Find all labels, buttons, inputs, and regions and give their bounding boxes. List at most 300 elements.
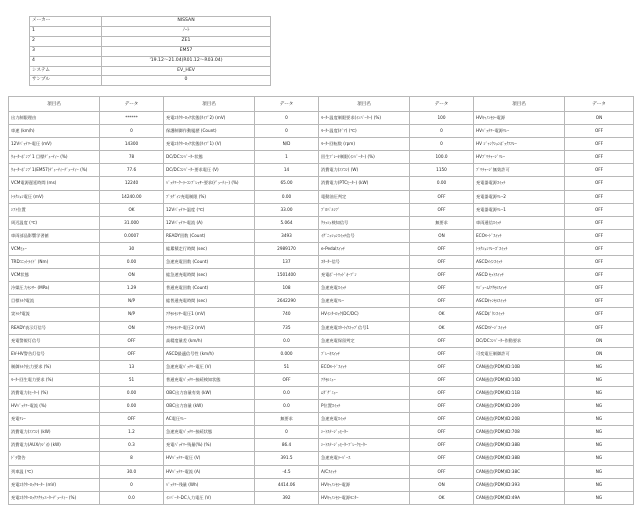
vehicle-info-value: EV_HEV — [102, 66, 271, 76]
item-name-cell: 12Vﾊﾞｯﾃﾘｰ温度 (℃) — [164, 203, 255, 216]
item-value-cell: OFF — [565, 256, 634, 269]
item-name-cell: 車両通信ｽｲｯﾁ — [474, 216, 565, 229]
item-name-cell: 目標ﾄﾙｸ電流 — [9, 295, 100, 308]
item-name-cell: ﾓｰﾀｰ温度(ｷﾞｱ) (℃) — [319, 125, 410, 138]
table-row — [9, 347, 634, 360]
table-row — [9, 465, 634, 478]
item-value-cell: 無要求 — [255, 413, 319, 426]
table-row — [9, 164, 634, 177]
item-value-cell: OFF — [410, 190, 474, 203]
table-row — [9, 216, 634, 229]
item-name-cell: ｱｸｾﾙｾﾝｻｰ電圧1 (mV) — [164, 308, 255, 321]
item-name-cell: CAN通信(PDM)ID:20B — [474, 413, 565, 426]
item-value-cell: OK — [410, 321, 474, 334]
item-name-cell: ﾑﾀﾞｸﾞﾐｭｰ — [319, 386, 410, 399]
table-row — [9, 321, 634, 334]
table-row — [9, 242, 634, 255]
item-value-cell: 77.6 — [100, 164, 164, 177]
item-value-cell: OFF — [100, 334, 164, 347]
item-value-cell: OK — [410, 308, 474, 321]
item-value-cell: OFF — [565, 190, 634, 203]
item-name-cell: 消費電力(ﾋｰﾀｰ) (%) — [9, 386, 100, 399]
vehicle-info-row — [30, 56, 271, 66]
column-header-data: データ — [255, 97, 319, 112]
item-value-cell: OFF — [565, 269, 634, 282]
item-name-cell: ｱｸｾﾙﾐｭｰ — [319, 373, 410, 386]
item-name-cell: CAN通信(PDM)ID:10D — [474, 373, 565, 386]
item-name-cell: ｼﾌﾄ位置 — [9, 203, 100, 216]
item-name-cell: 充電器電源ｽｲｯﾁ — [474, 177, 565, 190]
vehicle-info-row — [30, 46, 271, 56]
item-name-cell: CAN通信(PDM)ID:38C — [474, 465, 565, 478]
item-value-cell: 0.3 — [100, 439, 164, 452]
item-value-cell: 0.00 — [410, 177, 474, 190]
item-value-cell: OFF — [565, 125, 634, 138]
item-name-cell: DC/DCｺﾝﾊﾞｰﾀｰ状態 — [164, 151, 255, 164]
table-row — [9, 295, 634, 308]
item-value-cell: 33.00 — [255, 203, 319, 216]
item-value-cell: 51 — [100, 373, 164, 386]
table-row — [9, 400, 634, 413]
item-name-cell: 12Vﾊﾞｯﾃﾘｰ電流 (A) — [164, 216, 255, 229]
item-value-cell: 108 — [255, 282, 319, 295]
column-header-data: データ — [410, 97, 474, 112]
table-row — [9, 138, 634, 151]
item-value-cell: OFF — [565, 321, 634, 334]
vehicle-info-row — [30, 26, 271, 36]
vehicle-info-value: ZE1 — [102, 36, 271, 46]
item-name-cell: 充電ﾘﾚｰ — [9, 413, 100, 426]
item-value-cell: N/D — [255, 138, 319, 151]
item-value-cell: 0.0 — [255, 400, 319, 413]
item-name-cell: 急速充電回数 (Count) — [164, 256, 255, 269]
item-value-cell: 8 — [100, 452, 164, 465]
table-row — [9, 439, 634, 452]
item-name-cell: ｲﾝﾊﾞｰﾀｰDC入力電圧 (V) — [164, 491, 255, 504]
item-name-cell: TRDﾕﾆｯﾄﾗｲﾄﾞ (Nm) — [9, 256, 100, 269]
item-name-cell: ｲｸﾞﾆｯｼｮﾝｽｲｯﾁ信号 — [319, 229, 410, 242]
item-name-cell: ﾄﾗｸｼｮﾝﾘﾚｰｽﾞｽｲｯﾁ — [474, 242, 565, 255]
item-value-cell: 735 — [255, 321, 319, 334]
item-value-cell: OFF — [565, 177, 634, 190]
item-value-cell: 0 — [255, 426, 319, 439]
item-value-cell: 0.00 — [100, 386, 164, 399]
item-value-cell: -4.5 — [255, 465, 319, 478]
item-name-cell: 急速充電ｽﾀｰﾄ/ｽﾄｯﾌﾟ信号1 — [319, 321, 410, 334]
item-value-cell: 13 — [100, 360, 164, 373]
item-name-cell: 急速充電ﾊﾞｯﾃﾘｰ接続状態 — [164, 426, 255, 439]
item-name-cell: HVﾊﾞｯﾃﾘｰ電流 (A) — [164, 465, 255, 478]
vehicle-info-row — [30, 36, 271, 46]
item-name-cell: 高精度量差 (km/h) — [164, 334, 255, 347]
item-name-cell: CAN通信(PDM)ID:38B — [474, 439, 565, 452]
item-name-cell: 消費電力(ｴｱｺﾝ) (kW) — [9, 426, 100, 439]
table-row — [9, 426, 634, 439]
table-row — [9, 177, 634, 190]
item-name-cell: ﾓｰﾀｰ回生電力要求 (%) — [9, 373, 100, 386]
item-value-cell: 0.0 — [255, 334, 319, 347]
item-value-cell: OFF — [410, 360, 474, 373]
item-value-cell: OFF — [410, 334, 474, 347]
item-value-cell: OFF — [410, 413, 474, 426]
item-name-cell: HVﾌﾟﾘﾁｬｰｼﾞﾘﾚｰ — [474, 151, 565, 164]
item-value-cell: OFF — [565, 164, 634, 177]
table-row — [9, 386, 634, 399]
item-value-cell: OFF — [565, 216, 634, 229]
item-name-cell: ﾊﾞｯﾃﾘｰｸｰﾗｰｺﾝﾌﾟﾚｯｻｰ要求(ﾃﾞｭｰﾃｨｰ) (%) — [164, 177, 255, 190]
item-name-cell: 保護制御作動履歴 (Count) — [164, 125, 255, 138]
item-name-cell: AC電圧ﾘﾚｰ — [164, 413, 255, 426]
item-value-cell: 0.0 — [100, 491, 164, 504]
column-header-item-name: 項目名 — [9, 97, 100, 112]
item-name-cell: ASCDﾒｲﾝｽｲｯﾁ — [474, 256, 565, 269]
item-value-cell: 137 — [255, 256, 319, 269]
item-name-cell: 普通充電回数 (Count) — [164, 282, 255, 295]
item-name-cell: 充電ﾎﾟｰﾄﾘｯﾄﾞｵｰﾌﾟﾝ — [319, 269, 410, 282]
item-value-cell: 0 — [255, 112, 319, 125]
item-name-cell: VCM電源遅延時間 (ms) — [9, 177, 100, 190]
item-value-cell: N/P — [100, 295, 164, 308]
item-name-cell: 総普通充電時間 (sec) — [164, 295, 255, 308]
item-value-cell: NG — [565, 478, 634, 491]
vehicle-info-value: NISSAN — [102, 17, 271, 27]
item-name-cell: e-Pedalｽｲｯﾁ — [319, 242, 410, 255]
table-row — [9, 491, 634, 504]
item-value-cell: OFF — [410, 439, 474, 452]
table-row — [9, 452, 634, 465]
item-name-cell: 充電ｺﾈｸﾀｰﾛｯｸｱｸﾁｭｴｰﾀｰﾃﾞｭｰﾃｨｰ (%) — [9, 491, 100, 504]
item-name-cell: ﾄﾞﾗ警告 — [9, 452, 100, 465]
item-value-cell: 1501400 — [255, 269, 319, 282]
item-name-cell: CAN通信(PDM)ID:393 — [474, 478, 565, 491]
vehicle-info-key: 2 — [30, 36, 102, 46]
item-value-cell: 100.0 — [410, 151, 474, 164]
item-value-cell: 391.5 — [255, 452, 319, 465]
item-value-cell: 0.00 — [100, 256, 164, 269]
item-name-cell: 急速充電保留判定 — [319, 334, 410, 347]
item-name-cell: 充電ｺﾈｸﾀｰﾛｯｸﾓｰﾀｰ (mV) — [9, 478, 100, 491]
item-value-cell: ON — [410, 478, 474, 491]
item-name-cell: ﾌﾟﾛﾊﾟﾙｼﾌﾞ — [319, 203, 410, 216]
item-name-cell: ﾊﾞｯﾃﾘｰ残量 (Wh) — [164, 478, 255, 491]
item-value-cell: 100 — [410, 112, 474, 125]
item-name-cell: HVﾊﾞｯﾃﾘｰ電流 (%) — [9, 400, 100, 413]
item-value-cell: 0.0 — [255, 386, 319, 399]
vehicle-info-value: EM57 — [102, 46, 271, 56]
item-value-cell: OFF — [100, 347, 164, 360]
item-value-cell: OFF — [565, 229, 634, 242]
item-value-cell: 86.4 — [255, 439, 319, 452]
item-value-cell: ON — [565, 347, 634, 360]
item-value-cell: 4414.06 — [255, 478, 319, 491]
item-value-cell: 14240.00 — [100, 190, 164, 203]
item-name-cell: 制御ﾄﾙｸ出力要求 (%) — [9, 360, 100, 373]
item-value-cell: 0.00 — [100, 400, 164, 413]
item-name-cell: 急速充電ｽｲｯﾁ — [319, 413, 410, 426]
item-name-cell: 電動油圧判定 — [319, 190, 410, 203]
item-name-cell: ASCD ｾｯﾄｽｲｯﾁ — [474, 269, 565, 282]
item-name-cell: HVﾊﾞｯﾃﾘｰ電圧 (V) — [164, 452, 255, 465]
table-row — [9, 478, 634, 491]
item-name-cell: 充電警報灯信号 — [9, 334, 100, 347]
item-name-cell: 車速 (km/h) — [9, 125, 100, 138]
item-name-cell: HVｷｬﾉﾝｾﾗｰ電源ﾓﾆﾀｰ — [319, 491, 410, 504]
item-name-cell: ｸﾗｯｼｭ検知信号 — [319, 216, 410, 229]
item-value-cell: 1150 — [410, 164, 474, 177]
vehicle-info-value: '19.12～21.04(R01.12～R03.04) — [102, 56, 271, 66]
item-value-cell: 740 — [255, 308, 319, 321]
item-value-cell: NG — [565, 465, 634, 478]
column-header-data: データ — [565, 97, 634, 112]
item-value-cell: 1.29 — [100, 282, 164, 295]
vehicle-info-table — [29, 16, 271, 86]
item-name-cell: 実ﾄﾙｸ電流 — [9, 308, 100, 321]
item-value-cell: OFF — [565, 203, 634, 216]
vehicle-info-value: ﾉｰﾄ — [102, 26, 271, 36]
item-name-cell: 消費電力(ｴｱｺﾝ) (W) — [319, 164, 410, 177]
table-row — [9, 360, 634, 373]
item-value-cell: OFF — [565, 138, 634, 151]
item-value-cell: OFF — [410, 465, 474, 478]
column-header-item-name: 項目名 — [164, 97, 255, 112]
item-name-cell: 12Vﾊﾞｯﾃﾘｰ電圧 (mV) — [9, 138, 100, 151]
item-value-cell: OFF — [410, 256, 474, 269]
vehicle-info-key: 4 — [30, 56, 102, 66]
item-name-cell: A/Cｽｲｯﾁ — [319, 465, 410, 478]
item-name-cell: 急速充電ﾗｰﾊﾟｰｽ — [319, 452, 410, 465]
item-name-cell: OBC出力容量有効 (kW) — [164, 386, 255, 399]
item-name-cell: READY回数 (Count) — [164, 229, 255, 242]
vehicle-info-row — [30, 66, 271, 76]
vehicle-info-row — [30, 76, 271, 86]
item-name-cell: 充電ﾊﾞｯﾃﾘｰ残量(%) (%) — [164, 439, 255, 452]
table-row — [9, 373, 634, 386]
item-name-cell: ASCDｷｬﾝｾﾙｽｲｯﾁ — [474, 295, 565, 308]
item-name-cell: HVﾊﾞｯﾃﾘｰ電源ﾘﾚｰ — [474, 125, 565, 138]
vehicle-info-value: 0 — [102, 76, 271, 86]
item-name-cell: 消費電力(AUX/ﾗｼﾞｵ) (kW) — [9, 439, 100, 452]
item-name-cell: ASCDﾎﾞﾀﾝｽｲｯﾁ — [474, 308, 565, 321]
vehicle-info-body — [30, 17, 271, 86]
item-name-cell: HVｷｬﾉﾝｾﾗｰ電源 — [319, 478, 410, 491]
table-row — [9, 112, 634, 125]
item-name-cell: ﾌﾞﾚｰｷｽｲｯﾁ — [319, 347, 410, 360]
item-value-cell: OK — [100, 203, 164, 216]
column-header-item-name: 項目名 — [319, 97, 410, 112]
item-value-cell: 0 — [410, 138, 474, 151]
diagnostic-data-table — [8, 96, 634, 505]
item-value-cell: 78 — [100, 151, 164, 164]
item-value-cell: ****** — [100, 112, 164, 125]
item-value-cell: ON — [565, 112, 634, 125]
item-value-cell: 0.000 — [255, 347, 319, 360]
item-value-cell: 2642290 — [255, 295, 319, 308]
item-name-cell: 可変電圧制御許可 — [474, 347, 565, 360]
item-name-cell: 周辺温度 (℃) — [9, 216, 100, 229]
item-value-cell: NG — [565, 439, 634, 452]
item-value-cell: 0.0007 — [100, 229, 164, 242]
item-value-cell: OFF — [565, 151, 634, 164]
item-name-cell: ﾄﾗｸｼｮﾝ電圧 (mV) — [9, 190, 100, 203]
item-value-cell: NG — [565, 400, 634, 413]
item-name-cell: 総累積走行時間 (sec) — [164, 242, 255, 255]
item-value-cell: 0 — [100, 478, 164, 491]
item-name-cell: 回生ﾌﾞﾚｰｷ制限(ｲﾝﾊﾞｰﾀｰ) (%) — [319, 151, 410, 164]
item-name-cell: READY表示灯信号 — [9, 321, 100, 334]
item-name-cell: ASCDｽﾃｰｼﾞｽｲｯﾁ — [474, 321, 565, 334]
item-name-cell: 充電器電源ﾘﾚｰ1 — [474, 203, 565, 216]
item-value-cell: 5.064 — [255, 216, 319, 229]
table-row — [9, 190, 634, 203]
item-value-cell: ON — [100, 321, 164, 334]
item-name-cell: CAN通信(PDM)ID:38B — [474, 452, 565, 465]
item-name-cell: ECOﾓｰﾄﾞｽｲｯﾁ — [474, 229, 565, 242]
column-header-data: データ — [100, 97, 164, 112]
item-name-cell: 急速充電ﾊﾞｯﾃﾘｰ電圧 (V) — [164, 360, 255, 373]
item-name-cell: 充電ｺﾈｸﾀｰﾛｯｸ状態(ﾀｲﾌﾟ2) (mV) — [164, 112, 255, 125]
item-value-cell: OFF — [410, 203, 474, 216]
item-value-cell: 1.2 — [100, 426, 164, 439]
item-name-cell: 充電ｺﾈｸﾀｰﾛｯｸ状態(ﾀｲﾌﾟ1) (V) — [164, 138, 255, 151]
data-table-body — [9, 112, 634, 505]
item-value-cell: 0 — [255, 125, 319, 138]
item-name-cell: 急速充電ﾘﾚｰ — [319, 295, 410, 308]
item-value-cell: ON — [410, 229, 474, 242]
item-name-cell: 車両部品影響学習値 — [9, 229, 100, 242]
item-name-cell: CAN通信(PDM)ID:10B — [474, 360, 565, 373]
item-name-cell: CAN通信(PDM)ID:11B — [474, 386, 565, 399]
item-value-cell: 無要求 — [410, 216, 474, 229]
item-value-cell: 14300 — [100, 138, 164, 151]
item-name-cell: DC/DCｺﾝﾊﾞｰﾀｰ要求電圧 (V) — [164, 164, 255, 177]
vehicle-info-key: システム — [30, 66, 102, 76]
item-name-cell: ﾌﾟﾗｸﾞｲﾝ充電制限 (%) — [164, 190, 255, 203]
item-value-cell: 51 — [255, 360, 319, 373]
item-name-cell: ｳｫｰﾀｰﾎﾟﾝﾌﾟ1 目標ﾃﾞｭｰﾃｨｰ (%) — [9, 151, 100, 164]
item-value-cell: NG — [565, 413, 634, 426]
item-value-cell: OFF — [410, 400, 474, 413]
item-name-cell: 消費電力(PTCﾋｰﾀｰ) (kW) — [319, 177, 410, 190]
item-value-cell: NG — [565, 373, 634, 386]
table-row — [9, 282, 634, 295]
item-name-cell: ｼｰﾄｽﾃｰｼﾞｭﾋｰﾀｰ — [319, 426, 410, 439]
item-value-cell: OFF — [410, 452, 474, 465]
item-name-cell: ﾓｰﾀｰ温度制限要求(ｲﾝﾊﾞｰﾀｰ) (%) — [319, 112, 410, 125]
item-value-cell: 0.00 — [255, 190, 319, 203]
item-name-cell: DC/DCｺﾝﾊﾞｰﾀｰ作動要求 — [474, 334, 565, 347]
item-name-cell: CAN通信(PDM)ID:49A — [474, 491, 565, 504]
item-name-cell: ｼｰﾄｽﾃｰｼﾞｭﾋｰﾀｰﾌﾞﾚｰｸﾋｰﾀｰ — [319, 439, 410, 452]
item-name-cell: 列車温 (℃) — [9, 465, 100, 478]
item-value-cell: OFF — [410, 242, 474, 255]
item-name-cell: CAN通信(PDM)ID:708 — [474, 426, 565, 439]
table-row — [9, 308, 634, 321]
item-name-cell: CAN通信(PDM)ID:209 — [474, 400, 565, 413]
item-value-cell: 1 — [255, 151, 319, 164]
item-value-cell: 65.00 — [255, 177, 319, 190]
item-value-cell: ON — [565, 334, 634, 347]
item-name-cell: VCM状態 — [9, 269, 100, 282]
table-row — [9, 151, 634, 164]
item-value-cell: OFF — [565, 282, 634, 295]
item-name-cell: 充電器電源ﾘﾚｰ2 — [474, 190, 565, 203]
item-name-cell: 急速充電ｽｲｯﾁ — [319, 282, 410, 295]
item-name-cell: ｳｫｰﾀｰﾎﾟﾝﾌﾟ1(EM57)ﾃﾞｭｰﾃｨｰﾃﾞｭｰﾃｨｰ (%) — [9, 164, 100, 177]
item-name-cell: 総急速充電時間 (sec) — [164, 269, 255, 282]
table-row — [9, 125, 634, 138]
item-value-cell: ON — [100, 269, 164, 282]
table-row — [9, 203, 634, 216]
item-value-cell: 0 — [100, 125, 164, 138]
item-name-cell: 普通充電ﾊﾞｯﾃﾘｰ接続検知状態 — [164, 373, 255, 386]
item-value-cell: 3493 — [255, 229, 319, 242]
item-name-cell: VCMﾋｭｰ — [9, 242, 100, 255]
vehicle-info-key: メーカー — [30, 17, 102, 27]
table-row — [9, 229, 634, 242]
item-value-cell: OFF — [410, 347, 474, 360]
item-value-cell: OFF — [410, 282, 474, 295]
item-value-cell: NG — [565, 491, 634, 504]
column-header-item-name: 項目名 — [474, 97, 565, 112]
item-value-cell: NG — [565, 360, 634, 373]
data-table-header-row — [9, 97, 634, 112]
item-name-cell: 冷媒圧力ｾﾝｻｰ (MPa) — [9, 282, 100, 295]
item-value-cell: OK — [410, 491, 474, 504]
table-row — [9, 413, 634, 426]
item-value-cell: 31.000 — [100, 216, 164, 229]
item-name-cell: ﾓｰﾀｰ回転数 (rpm) — [319, 138, 410, 151]
vehicle-info-key: 3 — [30, 46, 102, 56]
item-value-cell: 30 — [100, 242, 164, 255]
table-row — [9, 256, 634, 269]
item-value-cell: OFF — [410, 426, 474, 439]
item-name-cell: P位置ｽｲｯﾁ — [319, 400, 410, 413]
item-value-cell: OFF — [255, 373, 319, 386]
item-value-cell: OFF — [410, 269, 474, 282]
vehicle-info-key: 1 — [30, 26, 102, 36]
item-name-cell: OBC出力容量 (kW) — [164, 400, 255, 413]
item-name-cell: ｱｸｾﾙｾﾝｻｰ電圧2 (mV) — [164, 321, 255, 334]
item-name-cell: 出力制限理由 — [9, 112, 100, 125]
item-value-cell: OFF — [410, 295, 474, 308]
item-value-cell: 0 — [410, 125, 474, 138]
item-value-cell: NG — [565, 386, 634, 399]
table-row — [9, 269, 634, 282]
item-name-cell: ASCD最適信号性 (km/h) — [164, 347, 255, 360]
item-value-cell: 392 — [255, 491, 319, 504]
item-name-cell: HV ｼﾞｬﾝｸｼｮﾝﾎﾞｯｸｽﾘﾚｰ — [474, 138, 565, 151]
item-value-cell: NG — [565, 426, 634, 439]
table-row — [9, 334, 634, 347]
item-value-cell: OFF — [100, 413, 164, 426]
item-value-cell: N/P — [100, 308, 164, 321]
item-name-cell: HVｷｬﾉﾝｾﾗｰ電源 — [474, 112, 565, 125]
item-value-cell: OFF — [565, 308, 634, 321]
item-name-cell: ﾌﾟﾘﾁｬｰｼﾞ無効許可 — [474, 164, 565, 177]
item-name-cell: HVｲﾝﾀｰﾛｯｸ(DC/DC) — [319, 308, 410, 321]
item-value-cell: OFF — [565, 242, 634, 255]
vehicle-info-row — [30, 17, 271, 27]
item-name-cell: ｽﾀｰﾀｰ信号 — [319, 256, 410, 269]
item-name-cell: EV-HV警告灯信号 — [9, 347, 100, 360]
item-value-cell: OFF — [410, 386, 474, 399]
vehicle-info-key: サンプル — [30, 76, 102, 86]
item-name-cell: ﾘｼﾞｭｰﾑ/ｱｸｾﾙｽｲｯﾁ — [474, 282, 565, 295]
item-value-cell: 14 — [255, 164, 319, 177]
item-value-cell: 2989170 — [255, 242, 319, 255]
item-name-cell: ECOﾓｰﾄﾞｽｲｯﾁ — [319, 360, 410, 373]
item-value-cell: OFF — [410, 373, 474, 386]
